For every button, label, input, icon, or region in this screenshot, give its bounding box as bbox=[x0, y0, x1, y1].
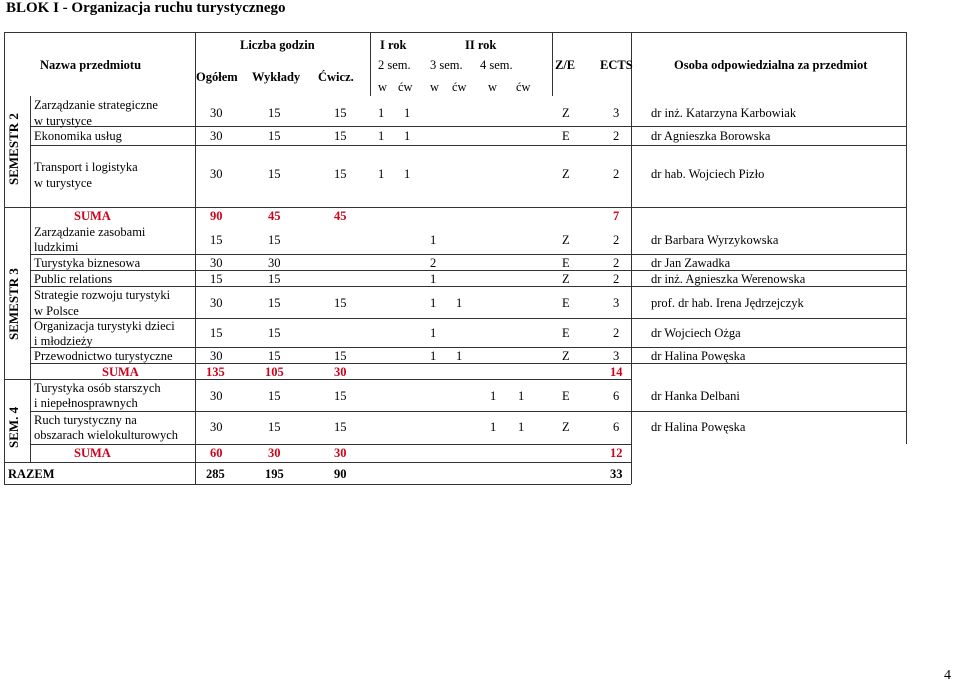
cell-exercises: 15 bbox=[334, 389, 347, 403]
cell-ects: 2 bbox=[613, 326, 620, 340]
cell-exercises: 15 bbox=[334, 129, 347, 143]
cell-exercises: 15 bbox=[334, 420, 347, 434]
cell-lectures: 30 bbox=[268, 256, 281, 270]
cell-person: dr Wojciech Ożga bbox=[651, 326, 741, 340]
cell-lectures: 15 bbox=[268, 233, 281, 247]
cell-ze: E bbox=[562, 296, 570, 310]
cell-ects: 2 bbox=[613, 233, 620, 247]
cell-lectures: 15 bbox=[268, 272, 281, 286]
semester-2-label: SEMESTR 2 bbox=[6, 113, 21, 185]
cell-ze: Z bbox=[562, 420, 570, 434]
cell-total: 30 bbox=[210, 167, 223, 181]
cell-total: 30 bbox=[210, 296, 223, 310]
sum-total: 90 bbox=[210, 209, 223, 223]
cell-w: 1 bbox=[490, 389, 497, 403]
header-sem2: 2 sem. bbox=[378, 58, 411, 72]
cell-person: dr Jan Zawadka bbox=[651, 256, 731, 270]
subject-name: Turystyka osób starszych bbox=[34, 381, 161, 395]
header-exercises: Ćwicz. bbox=[318, 70, 354, 84]
header-year2: II rok bbox=[465, 38, 497, 52]
subject-name: Zarządzanie zasobami bbox=[34, 225, 146, 239]
header-w: w bbox=[378, 80, 388, 94]
header-cw: ćw bbox=[516, 80, 531, 94]
cell-person: dr Barbara Wyrzykowska bbox=[651, 233, 779, 247]
sum-total: 135 bbox=[206, 365, 225, 379]
total-label: RAZEM bbox=[8, 467, 55, 481]
cell-ze: E bbox=[562, 256, 570, 270]
subject-name: w turystyce bbox=[34, 176, 92, 190]
cell-cw: 1 bbox=[456, 296, 463, 310]
sum-lectures: 105 bbox=[265, 365, 284, 379]
sum-ects: 14 bbox=[610, 365, 623, 379]
subject-name: Przewodnictwo turystyczne bbox=[34, 349, 173, 363]
cell-lectures: 15 bbox=[268, 349, 281, 363]
cell-ects: 2 bbox=[613, 256, 620, 270]
header-ects: ECTS bbox=[600, 58, 633, 72]
cell-ze: Z bbox=[562, 167, 570, 181]
cell-cw: 1 bbox=[518, 420, 525, 434]
cell-w: 1 bbox=[430, 233, 437, 247]
cell-lectures: 15 bbox=[268, 296, 281, 310]
cell-total: 30 bbox=[210, 256, 223, 270]
page-number: 4 bbox=[944, 668, 951, 683]
cell-ze: E bbox=[562, 326, 570, 340]
sum-lectures: 30 bbox=[268, 446, 281, 460]
total-lectures: 195 bbox=[265, 467, 284, 481]
cell-w: 1 bbox=[378, 167, 385, 181]
cell-total: 30 bbox=[210, 420, 223, 434]
cell-ze: Z bbox=[562, 106, 570, 120]
cell-ects: 3 bbox=[613, 349, 620, 363]
cell-cw: 1 bbox=[404, 129, 411, 143]
cell-person: dr hab. Wojciech Pizło bbox=[651, 167, 765, 181]
total-hours: 285 bbox=[206, 467, 225, 481]
total-ects: 33 bbox=[610, 467, 623, 481]
cell-lectures: 15 bbox=[268, 129, 281, 143]
cell-lectures: 15 bbox=[268, 389, 281, 403]
cell-person: dr Halina Powęska bbox=[651, 420, 746, 434]
subject-name: w turystyce bbox=[34, 114, 92, 128]
header-cw: ćw bbox=[398, 80, 413, 94]
cell-person: dr inż. Agnieszka Werenowska bbox=[651, 272, 806, 286]
header-subject: Nazwa przedmiotu bbox=[40, 58, 142, 72]
cell-ects: 2 bbox=[613, 272, 620, 286]
cell-cw: 1 bbox=[404, 106, 411, 120]
cell-w: 2 bbox=[430, 256, 437, 270]
header-total: Ogółem bbox=[196, 70, 238, 84]
cell-total: 30 bbox=[210, 129, 223, 143]
subject-name: Ruch turystyczny na bbox=[34, 413, 137, 427]
subject-name: i młodzieży bbox=[34, 334, 93, 348]
subject-name: Transport i logistyka bbox=[34, 160, 138, 174]
cell-exercises: 15 bbox=[334, 106, 347, 120]
sum-exercises: 30 bbox=[334, 365, 347, 379]
cell-w: 1 bbox=[378, 106, 385, 120]
total-exercises: 90 bbox=[334, 467, 347, 481]
cell-w: 1 bbox=[430, 296, 437, 310]
semester-3-label: SEMESTR 3 bbox=[6, 268, 21, 340]
cell-ects: 6 bbox=[613, 420, 620, 434]
header-w: w bbox=[488, 80, 498, 94]
sum-label: SUMA bbox=[102, 365, 139, 379]
cell-ects: 6 bbox=[613, 389, 620, 403]
cell-lectures: 15 bbox=[268, 420, 281, 434]
cell-total: 15 bbox=[210, 233, 223, 247]
cell-ects: 2 bbox=[613, 167, 620, 181]
cell-person: dr inż. Katarzyna Karbowiak bbox=[651, 106, 797, 120]
cell-person: dr Agnieszka Borowska bbox=[651, 129, 771, 143]
cell-w: 1 bbox=[430, 349, 437, 363]
cell-ects: 3 bbox=[613, 106, 620, 120]
cell-total: 30 bbox=[210, 389, 223, 403]
cell-w: 1 bbox=[490, 420, 497, 434]
cell-w: 1 bbox=[430, 326, 437, 340]
cell-lectures: 15 bbox=[268, 106, 281, 120]
cell-total: 30 bbox=[210, 349, 223, 363]
header-w: w bbox=[430, 80, 440, 94]
cell-total: 15 bbox=[210, 272, 223, 286]
cell-cw: 1 bbox=[456, 349, 463, 363]
cell-cw: 1 bbox=[518, 389, 525, 403]
cell-exercises: 15 bbox=[334, 296, 347, 310]
sum-lectures: 45 bbox=[268, 209, 281, 223]
sum-ects: 12 bbox=[610, 446, 623, 460]
sum-label: SUMA bbox=[74, 446, 111, 460]
cell-ze: E bbox=[562, 129, 570, 143]
header-person: Osoba odpowiedzialna za przedmiot bbox=[674, 58, 868, 72]
sum-label: SUMA bbox=[74, 209, 111, 223]
document-title: BLOK I - Organizacja ruchu turystycznego bbox=[6, 0, 286, 16]
header-hours: Liczba godzin bbox=[240, 38, 315, 52]
cell-person: dr Hanka Delbani bbox=[651, 389, 740, 403]
header-lectures: Wykłady bbox=[252, 70, 301, 84]
cell-lectures: 15 bbox=[268, 167, 281, 181]
sum-exercises: 45 bbox=[334, 209, 347, 223]
cell-w: 1 bbox=[378, 129, 385, 143]
sum-exercises: 30 bbox=[334, 446, 347, 460]
sum-total: 60 bbox=[210, 446, 223, 460]
subject-name: Public relations bbox=[34, 272, 113, 286]
subject-name: i niepełnosprawnych bbox=[34, 396, 138, 410]
subject-name: ludzkimi bbox=[34, 240, 79, 254]
header-year1: I rok bbox=[380, 38, 407, 52]
cell-person: dr Halina Powęska bbox=[651, 349, 746, 363]
subject-name: Strategie rozwoju turystyki bbox=[34, 288, 171, 302]
header-sem3: 3 sem. bbox=[430, 58, 463, 72]
sum-ects: 7 bbox=[613, 209, 620, 223]
cell-exercises: 15 bbox=[334, 349, 347, 363]
subject-name: Organizacja turystyki dzieci bbox=[34, 319, 175, 333]
cell-ze: Z bbox=[562, 272, 570, 286]
cell-lectures: 15 bbox=[268, 326, 281, 340]
cell-total: 30 bbox=[210, 106, 223, 120]
subject-name: w Polsce bbox=[34, 304, 79, 318]
header-cw: ćw bbox=[452, 80, 467, 94]
cell-ze: Z bbox=[562, 233, 570, 247]
cell-exercises: 15 bbox=[334, 167, 347, 181]
cell-w: 1 bbox=[430, 272, 437, 286]
semester-4-label: SEM. 4 bbox=[6, 406, 21, 448]
subject-name: obszarach wielokulturowych bbox=[34, 428, 179, 442]
header-ze: Z/E bbox=[555, 58, 576, 72]
subject-name: Ekonomika usług bbox=[34, 129, 122, 143]
cell-cw: 1 bbox=[404, 167, 411, 181]
cell-ze: E bbox=[562, 389, 570, 403]
cell-total: 15 bbox=[210, 326, 223, 340]
cell-ects: 3 bbox=[613, 296, 620, 310]
cell-ze: Z bbox=[562, 349, 570, 363]
subject-name: Zarządzanie strategiczne bbox=[34, 98, 158, 112]
cell-person: prof. dr hab. Irena Jędrzejczyk bbox=[651, 296, 804, 310]
cell-ects: 2 bbox=[613, 129, 620, 143]
header-sem4: 4 sem. bbox=[480, 58, 513, 72]
subject-name: Turystyka biznesowa bbox=[34, 256, 141, 270]
